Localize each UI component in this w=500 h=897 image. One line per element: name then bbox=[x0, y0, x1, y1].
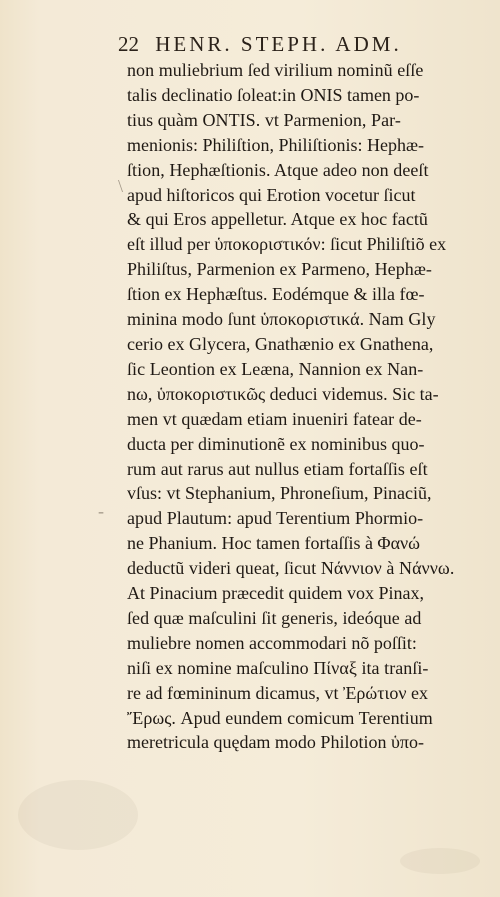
text-line: At Pinacium præcedit quidem vox Pinax, bbox=[127, 583, 424, 604]
text-line: menionis: Philiſtion, Philiſtionis: Hephæ- bbox=[127, 134, 425, 155]
text-line: muliebre nomen accommodari nõ poſſit: bbox=[127, 632, 417, 653]
paper-stain bbox=[400, 848, 480, 874]
text-line: ne Phanium. Hoc tamen fortaſſis à Φανώ bbox=[127, 533, 421, 554]
paper-stain bbox=[18, 780, 138, 850]
text-line: rum aut rarus aut nullus etiam fortaſſis eſt bbox=[127, 458, 428, 479]
text-line: Philiſtus, Parmenion ex Parmeno, Hephæ- bbox=[127, 259, 432, 280]
text-line: & qui Eros appelletur. Atque ex hoc factũ bbox=[127, 209, 428, 230]
text-line: apud Plautum: apud Terentium Phormio- bbox=[127, 508, 424, 529]
text-line: men vt quædam etiam inueniri fatear de- bbox=[127, 408, 422, 429]
text-line: re ad fœmininum dicamus, vt Ἐρώτιον ex bbox=[127, 682, 428, 703]
text-line: cerio ex Glycera, Gnathænio ex Gnathena, bbox=[127, 333, 434, 354]
text-line: ducta per diminutionẽ ex nominibus quo- bbox=[127, 433, 425, 454]
margin-mark: - bbox=[98, 501, 104, 521]
text-line: ſtion, Hephæſtionis. Atque adeo non deeſt bbox=[127, 159, 429, 180]
text-line: ſtion ex Hephæſtus. Eodémque & illa fœ- bbox=[127, 284, 425, 305]
margin-mark: \ bbox=[118, 176, 124, 196]
text-line: ſed quæ maſculini ſit generis, ideóque ad bbox=[127, 607, 422, 628]
text-line: deductũ videri queat, ſicut Νάννιον à Νάννω. bbox=[127, 558, 455, 579]
text-line: tius quàm ONTIS. vt Parmenion, Par- bbox=[127, 109, 401, 130]
text-line: nω, ὑποκοριστικῶς deduci videmus. Sic ta- bbox=[127, 383, 439, 404]
text-line: Ἔρως. Apud eundem comicum Terentium bbox=[127, 707, 433, 728]
text-line: niſi ex nomine maſculino Πίναξ ita tranſi- bbox=[127, 657, 429, 678]
text-line: meretricula quędam modo Philotion ὑπο- bbox=[127, 732, 424, 753]
body-text bbox=[127, 58, 490, 755]
text-line: eſt illud per ὑποκοριστικόν: ſicut Philiſtiõ ex bbox=[127, 234, 447, 255]
text-line: vſus: vt Stephanium, Phroneſium, Pinaciũ, bbox=[127, 483, 432, 504]
text-line: minina modo ſunt ὑποκοριστικά. Nam Gly bbox=[127, 309, 436, 330]
page-number: 22 bbox=[118, 32, 139, 56]
running-title: HENR. STEPH. ADM. bbox=[155, 32, 402, 56]
text-line: ſic Leontion ex Leæna, Nannion ex Nan- bbox=[127, 358, 424, 379]
text-line: non muliebrium ſed virilium nominũ eſſe bbox=[127, 60, 424, 80]
text-line: talis declinatio ſoleat:in ONIS tamen po- bbox=[127, 84, 420, 105]
text-line: apud hiſtoricos qui Erotion vocetur ſicut bbox=[127, 184, 416, 205]
